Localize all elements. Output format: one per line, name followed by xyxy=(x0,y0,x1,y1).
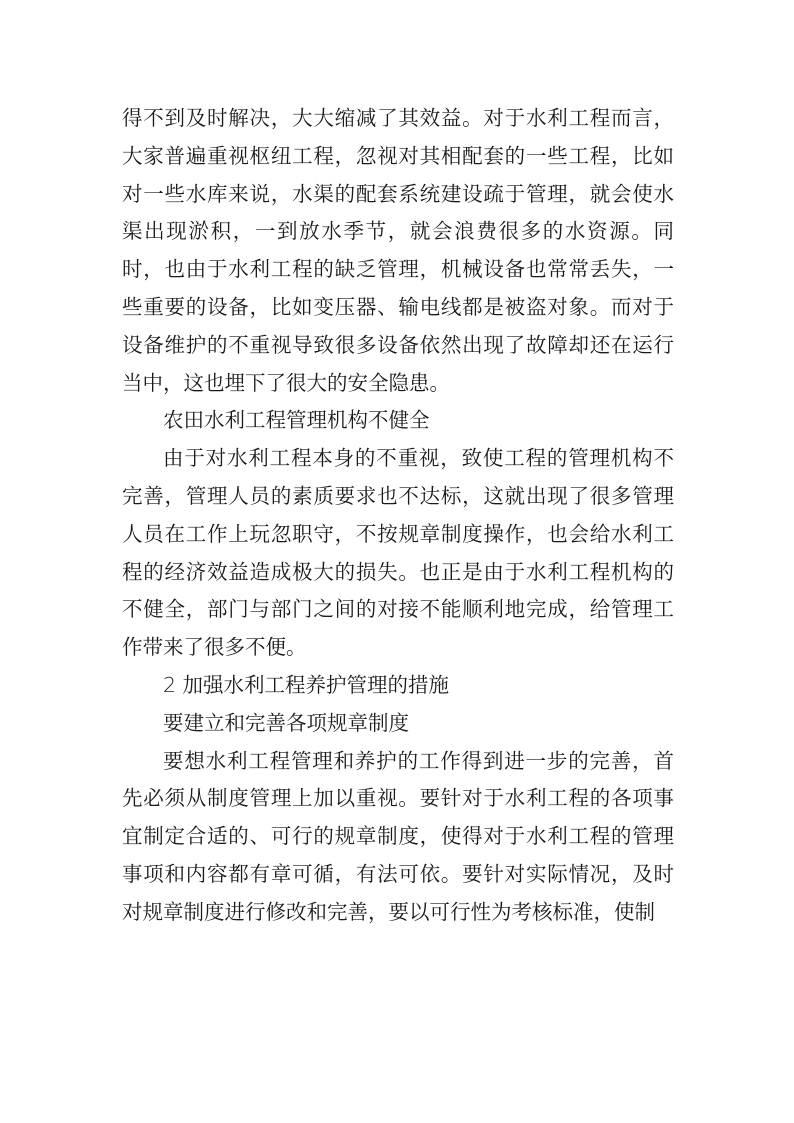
body-paragraph-continuation: 得不到及时解决，大大缩减了其效益。对于水利工程而言，大家普遍重视枢纽工程，忽视对其相配套的一些工程，比如对一些水库来说，水渠的配套系统建设疏于管理，就会使水渠出现淤积，一到放水季节，就会浪费很多的水资源。同时，也由于水利工程的缺乏管理，机械设备也常常丢失，一些重要的设备，比如变压器、输电线都是被盗对象。而对于设备维护的不重视导致很多设备依然出现了故障却还在运行当中，这也埋下了很大的安全隐患。 xyxy=(122,106,674,395)
section-heading-measures: 2 加强水利工程养护管理的措施 xyxy=(163,672,450,697)
body-paragraph-agency: 由于对水利工程本身的不重视，致使工程的管理机构不完善，管理人员的素质要求也不达标，这就出现了很多管理人员在工作上玩忽职守，不按规章制度操作，也会给水利工程的经济效益造成极大的损失。也正是由于水利工程机构的不健全，部门与部门之间的对接不能顺利地完成，给管理工作带来了很多不便。 xyxy=(122,446,674,660)
section-heading-management-agency: 农田水利工程管理机构不健全 xyxy=(163,408,430,433)
body-paragraph-regulations: 要想水利工程管理和养护的工作得到进一步的完善，首先必须从制度管理上加以重视。要针对于水利工程的各项事宜制定合适的、可行的规章制度，使得对于水利工程的管理事项和内容都有章可循，有法可依。要针对实际情况，及时对规章制度进行修改和完善，要以可行性为考核标准，使制 xyxy=(122,748,674,924)
subsection-heading-regulations: 要建立和完善各项规章制度 xyxy=(163,710,409,735)
document-body xyxy=(122,100,674,932)
